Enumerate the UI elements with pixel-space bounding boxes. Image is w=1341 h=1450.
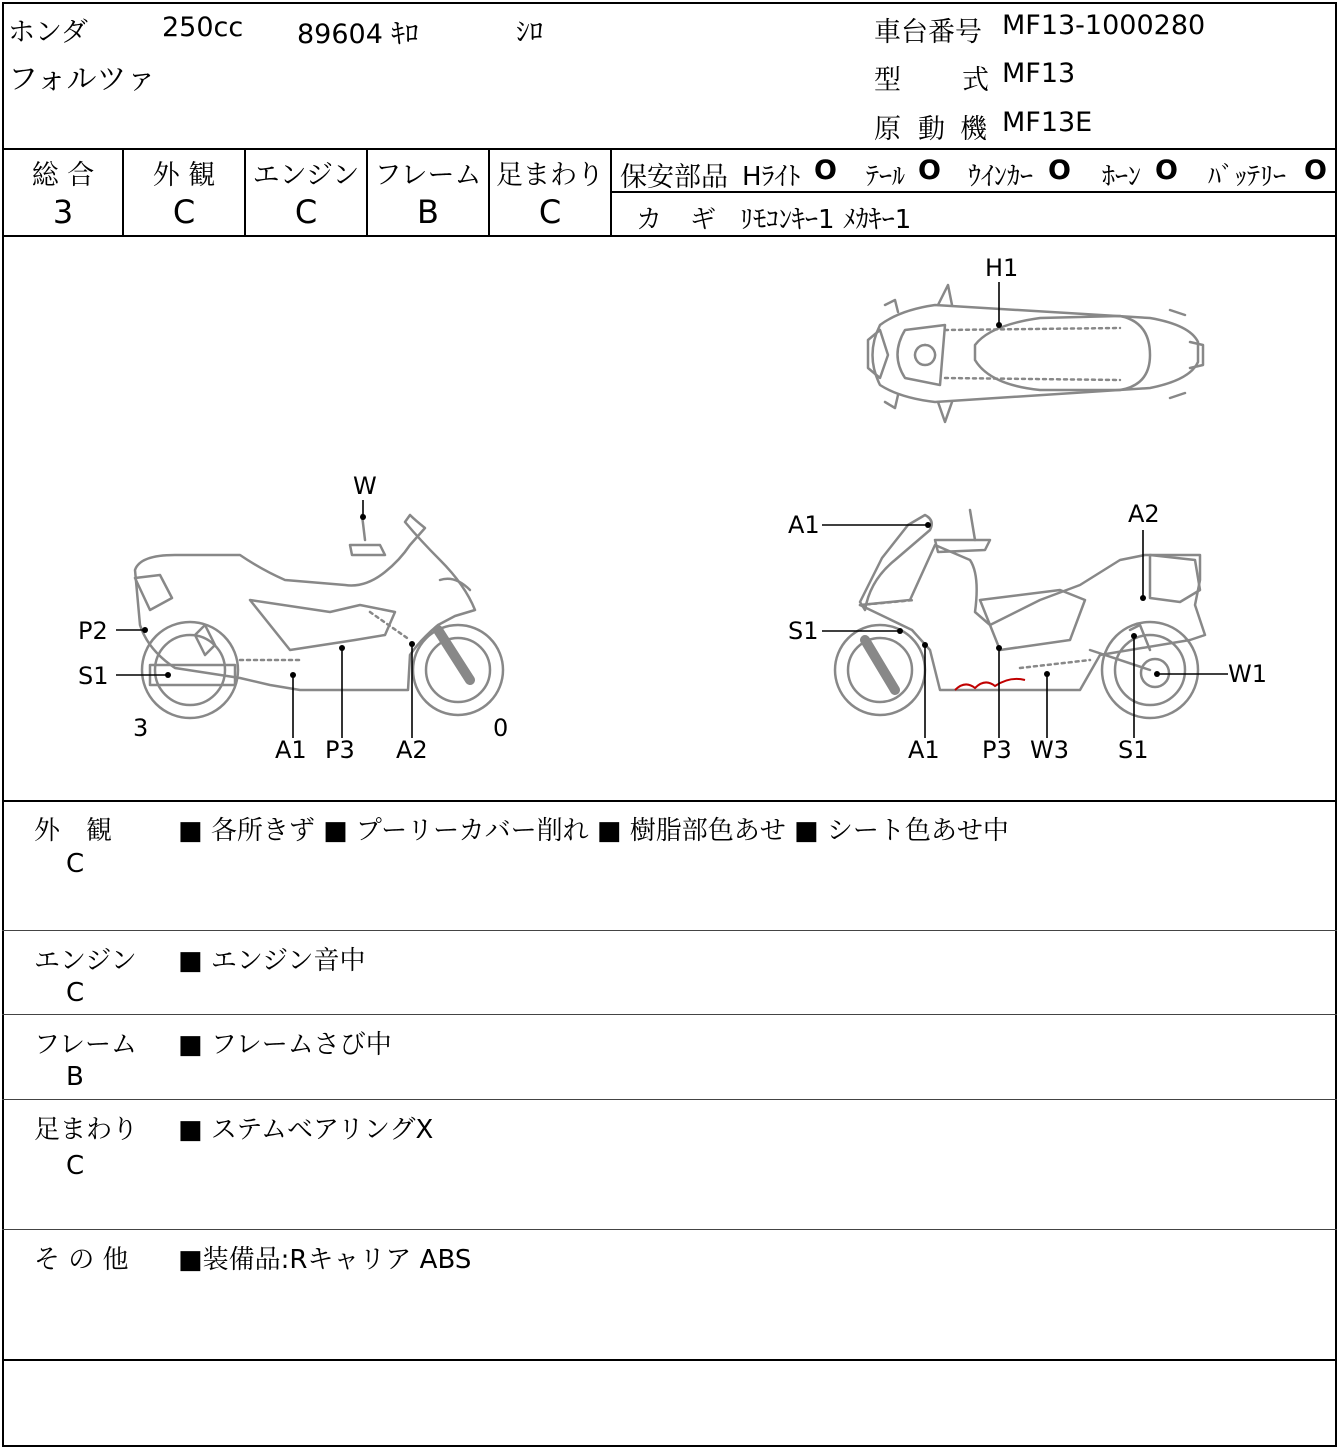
remark-engine-grade: C: [66, 978, 85, 1008]
remark-frame-label: フレーム: [34, 1030, 137, 1060]
safety-item-battery: ﾊﾞｯﾃﾘｰ: [1208, 162, 1287, 192]
suspension-label: 足まわり: [496, 160, 604, 191]
safety-mark-winker: O: [1048, 155, 1071, 186]
corner-number-left: 3: [133, 714, 149, 742]
frame-no: MF13-1000280: [1002, 10, 1206, 41]
engine-model: MF13E: [1002, 107, 1093, 138]
type-label-a: 型: [874, 65, 901, 96]
label-a1-right-bottom: A1: [908, 736, 940, 764]
label-a1-right-top: A1: [788, 511, 820, 539]
remark-other-text: ■装備品:Rキャリア ABS: [178, 1245, 472, 1275]
safety-item-tail: ﾃｰﾙ: [866, 162, 906, 192]
frame-grade: B: [417, 193, 439, 231]
safety-mark-headlight: O: [814, 155, 837, 186]
remark-suspension-text: ■ ステムベアリングX: [178, 1115, 434, 1145]
label-p2: P2: [78, 617, 108, 645]
maker: ホンダ: [8, 17, 88, 48]
label-s1-right-mid: S1: [788, 617, 819, 645]
keys: ﾘﾓｺﾝｷｰ1 ﾒｶｷｰ1: [740, 205, 912, 235]
label-p3-right: P3: [982, 736, 1012, 764]
remark-engine-label: エンジン: [34, 946, 137, 976]
type-value: MF13: [1002, 58, 1076, 89]
label-a2-right: A2: [1128, 500, 1160, 528]
engine-label-b: 動: [918, 114, 945, 145]
divider: [2, 930, 1337, 931]
label-p3-left: P3: [325, 736, 355, 764]
suspension-grade: C: [538, 193, 562, 231]
safety-mark-horn: O: [1155, 155, 1178, 186]
remark-frame-text: ■ フレームさび中: [178, 1030, 392, 1060]
divider: [2, 235, 1337, 237]
remark-exterior-grade: C: [66, 849, 85, 879]
engine-label-c: 機: [960, 114, 987, 145]
remark-suspension-grade: C: [66, 1151, 85, 1181]
type-label-b: 式: [962, 65, 989, 96]
divider: [2, 800, 1337, 802]
remark-other-label: そ の 他: [34, 1245, 129, 1275]
divider: [2, 1359, 1337, 1361]
key-label-b: ギ: [690, 205, 717, 235]
corner-number-right: 0: [493, 714, 509, 742]
safety-item-winker: ｳｲﾝｶｰ: [968, 162, 1034, 192]
label-h1: H1: [985, 254, 1019, 282]
label-w3-right: W3: [1030, 736, 1069, 764]
divider: [2, 1229, 1337, 1230]
color: ｼﾛ: [516, 17, 543, 48]
key-label-a: カ: [636, 205, 663, 235]
engine-grade: C: [294, 193, 318, 231]
remark-exterior-text: ■ 各所きず ■ プーリーカバー削れ ■ 樹脂部色あせ ■ シート色あせ中: [178, 816, 1009, 846]
divider: [2, 148, 1337, 150]
divider: [2, 1099, 1337, 1100]
frame-label: フレーム: [374, 160, 482, 191]
safety-label: 保安部品: [620, 162, 728, 193]
remark-suspension-label: 足まわり: [34, 1115, 139, 1145]
safety-item-headlight: Hﾗｲﾄ: [742, 162, 801, 192]
mileage: 89604 ｷﾛ: [297, 19, 419, 50]
divider: [2, 1014, 1337, 1015]
engine-label-a: 原: [874, 114, 901, 145]
label-w1-right: W1: [1228, 660, 1267, 688]
exterior-grade: C: [172, 193, 196, 231]
engine-label: エンジン: [252, 160, 360, 191]
exterior-label: 外 観: [152, 160, 216, 191]
label-s1-left: S1: [78, 662, 109, 690]
label-a2-left: A2: [396, 736, 428, 764]
safety-item-horn: ﾎｰﾝ: [1102, 162, 1142, 192]
model-name: フォルツァ: [8, 62, 157, 97]
remark-engine-text: ■ エンジン音中: [178, 946, 366, 976]
overall-grade: 3: [52, 193, 74, 231]
label-s1-right-bottom: S1: [1118, 736, 1149, 764]
remark-frame-grade: B: [66, 1062, 84, 1092]
safety-mark-tail: O: [918, 155, 941, 186]
remark-exterior-label: 外 観: [34, 816, 113, 846]
label-w: W: [353, 472, 377, 500]
displacement: 250cc: [162, 12, 244, 43]
label-a1-left: A1: [275, 736, 307, 764]
frame-no-label: 車台番号: [874, 17, 982, 48]
safety-mark-battery: O: [1304, 155, 1327, 186]
overall-label: 総 合: [31, 160, 95, 191]
